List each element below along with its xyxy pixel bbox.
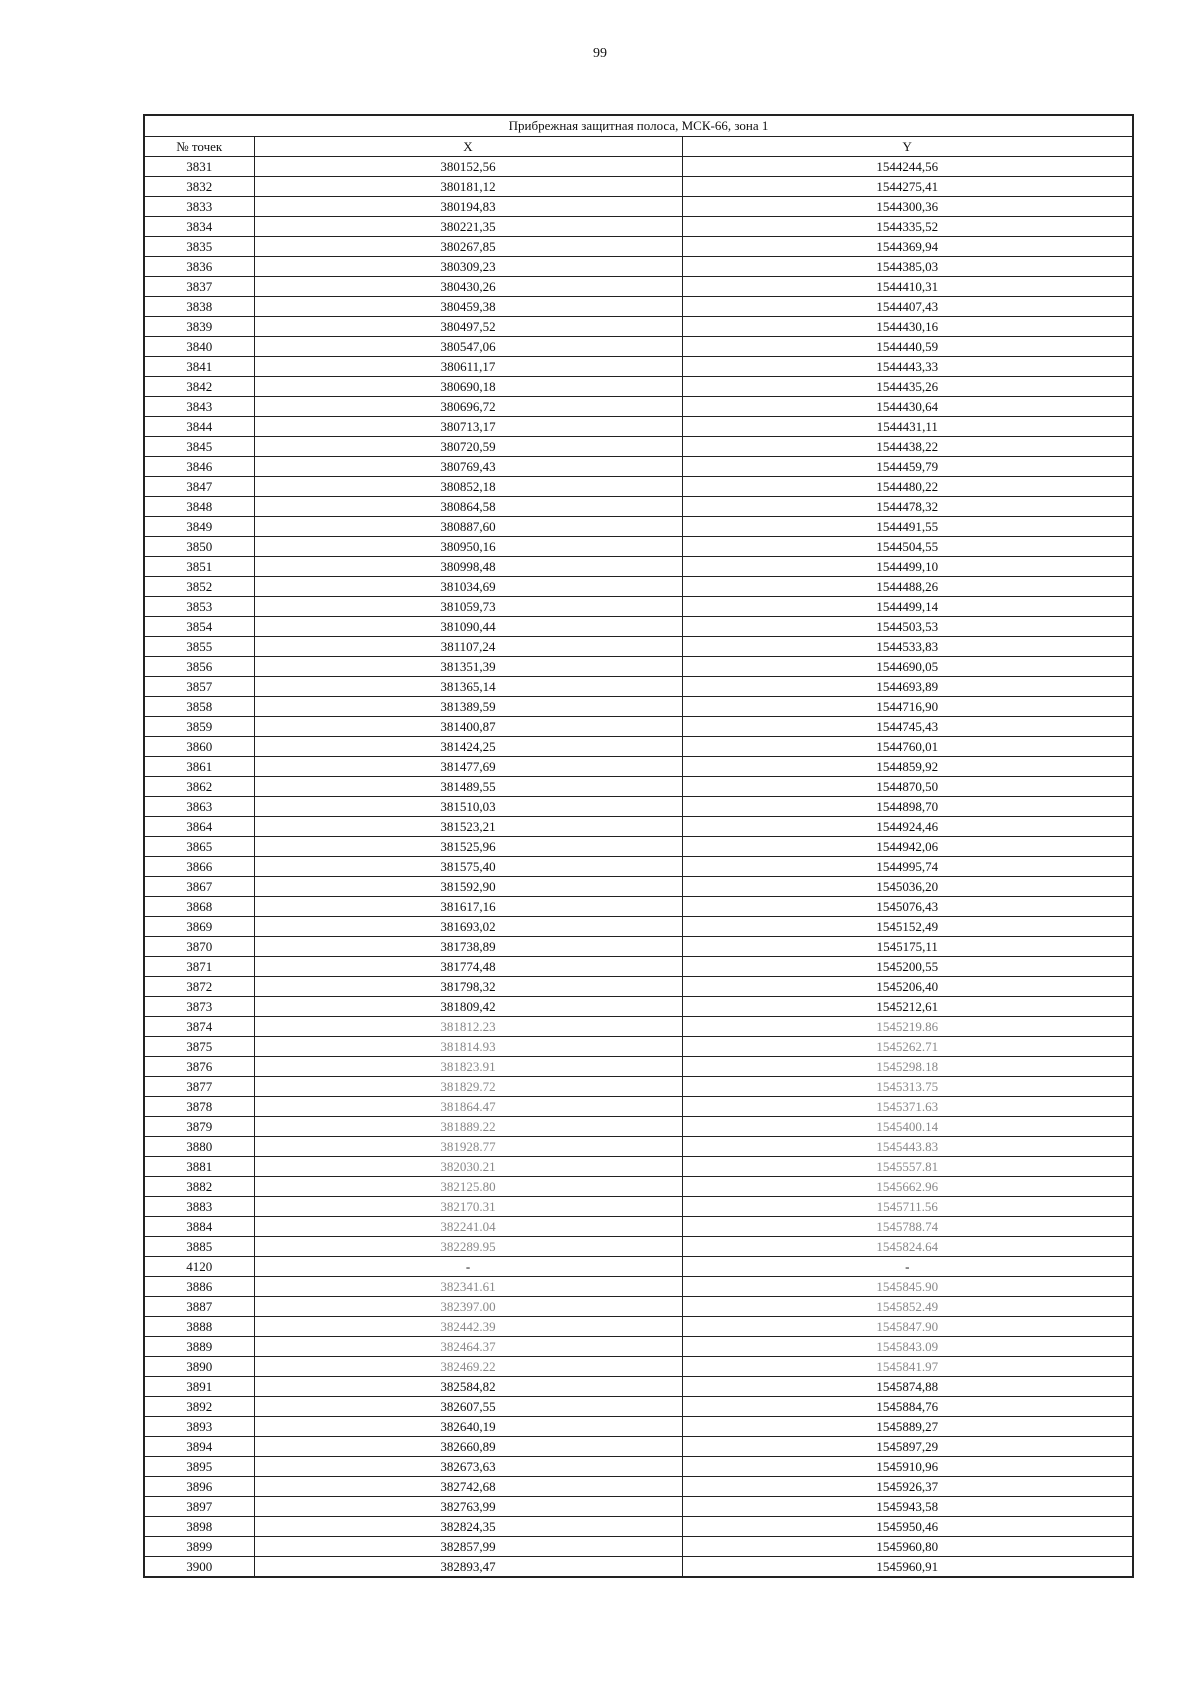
point-number-cell: 3875 <box>144 1037 254 1057</box>
y-coordinate-cell: 1544995,74 <box>682 857 1133 877</box>
point-number-cell: 3836 <box>144 257 254 277</box>
y-coordinate-cell: 1545557.81 <box>682 1157 1133 1177</box>
point-number-cell: 3880 <box>144 1137 254 1157</box>
table-row <box>144 537 1133 557</box>
x-coordinate-cell: 380696,72 <box>254 397 682 417</box>
table-row <box>144 377 1133 397</box>
table-row <box>144 877 1133 897</box>
table-row <box>144 977 1133 997</box>
point-number-cell: 3832 <box>144 177 254 197</box>
table-row <box>144 417 1133 437</box>
y-coordinate-cell: 1544491,55 <box>682 517 1133 537</box>
x-coordinate-cell: 382289.95 <box>254 1237 682 1257</box>
table-row <box>144 597 1133 617</box>
y-coordinate-cell: 1544859,92 <box>682 757 1133 777</box>
point-number-cell: 3847 <box>144 477 254 497</box>
x-coordinate-cell: 380194,83 <box>254 197 682 217</box>
x-coordinate-cell: 381090,44 <box>254 617 682 637</box>
y-coordinate-cell: 1544435,26 <box>682 377 1133 397</box>
table-row <box>144 177 1133 197</box>
x-coordinate-cell: 381864.47 <box>254 1097 682 1117</box>
x-coordinate-cell: 382857,99 <box>254 1537 682 1557</box>
table-row <box>144 1297 1133 1317</box>
x-coordinate-cell: 381477,69 <box>254 757 682 777</box>
table-row <box>144 957 1133 977</box>
x-coordinate-cell: 380769,43 <box>254 457 682 477</box>
table-row <box>144 1217 1133 1237</box>
point-number-cell: 3888 <box>144 1317 254 1337</box>
x-coordinate-cell: 382640,19 <box>254 1417 682 1437</box>
point-number-cell: 3895 <box>144 1457 254 1477</box>
table-row <box>144 1557 1133 1578</box>
table-row <box>144 277 1133 297</box>
table-row <box>144 717 1133 737</box>
point-number-cell: 3889 <box>144 1337 254 1357</box>
x-coordinate-cell: 381523,21 <box>254 817 682 837</box>
y-coordinate-cell: 1545874,88 <box>682 1377 1133 1397</box>
table-row <box>144 437 1133 457</box>
point-number-cell: 3870 <box>144 937 254 957</box>
y-coordinate-cell: 1545852.49 <box>682 1297 1133 1317</box>
x-coordinate-cell: 381489,55 <box>254 777 682 797</box>
x-coordinate-cell: 381365,14 <box>254 677 682 697</box>
x-coordinate-cell: - <box>254 1257 682 1277</box>
point-number-cell: 3843 <box>144 397 254 417</box>
point-number-cell: 3886 <box>144 1277 254 1297</box>
table-row <box>144 237 1133 257</box>
table-row <box>144 1477 1133 1497</box>
header-y: Y <box>682 137 1133 157</box>
x-coordinate-cell: 381809,42 <box>254 997 682 1017</box>
point-number-cell: 3841 <box>144 357 254 377</box>
point-number-cell: 3853 <box>144 597 254 617</box>
x-coordinate-cell: 380309,23 <box>254 257 682 277</box>
x-coordinate-cell: 381738,89 <box>254 937 682 957</box>
point-number-cell: 3835 <box>144 237 254 257</box>
table-row <box>144 577 1133 597</box>
y-coordinate-cell: 1545313.75 <box>682 1077 1133 1097</box>
x-coordinate-cell: 380713,17 <box>254 417 682 437</box>
point-number-cell: 3844 <box>144 417 254 437</box>
y-coordinate-cell: 1545926,37 <box>682 1477 1133 1497</box>
table-row <box>144 677 1133 697</box>
y-coordinate-cell: 1544275,41 <box>682 177 1133 197</box>
point-number-cell: 3837 <box>144 277 254 297</box>
x-coordinate-cell: 382170.31 <box>254 1197 682 1217</box>
table-row <box>144 937 1133 957</box>
table-row <box>144 1177 1133 1197</box>
x-coordinate-cell: 380950,16 <box>254 537 682 557</box>
table-row <box>144 697 1133 717</box>
y-coordinate-cell: 1545897,29 <box>682 1437 1133 1457</box>
point-number-cell: 3872 <box>144 977 254 997</box>
table-row <box>144 1317 1133 1337</box>
point-number-cell: 3839 <box>144 317 254 337</box>
point-number-cell: 3831 <box>144 157 254 177</box>
table-row <box>144 1057 1133 1077</box>
y-coordinate-cell: 1545910,96 <box>682 1457 1133 1477</box>
x-coordinate-cell: 381617,16 <box>254 897 682 917</box>
x-coordinate-cell: 381575,40 <box>254 857 682 877</box>
table-row <box>144 317 1133 337</box>
table-row <box>144 857 1133 877</box>
y-coordinate-cell: 1545400.14 <box>682 1117 1133 1137</box>
y-coordinate-cell: 1545662.96 <box>682 1177 1133 1197</box>
point-number-cell: 4120 <box>144 1257 254 1277</box>
x-coordinate-cell: 382673,63 <box>254 1457 682 1477</box>
point-number-cell: 3884 <box>144 1217 254 1237</box>
table-row <box>144 817 1133 837</box>
point-number-cell: 3838 <box>144 297 254 317</box>
table-row <box>144 1377 1133 1397</box>
y-coordinate-cell: 1545219.86 <box>682 1017 1133 1037</box>
point-number-cell: 3854 <box>144 617 254 637</box>
y-coordinate-cell: 1545943,58 <box>682 1497 1133 1517</box>
point-number-cell: 3834 <box>144 217 254 237</box>
point-number-cell: 3859 <box>144 717 254 737</box>
y-coordinate-cell: 1545884,76 <box>682 1397 1133 1417</box>
x-coordinate-cell: 381510,03 <box>254 797 682 817</box>
table-row <box>144 997 1133 1017</box>
x-coordinate-cell: 380221,35 <box>254 217 682 237</box>
table-row <box>144 1257 1133 1277</box>
y-coordinate-cell: 1544533,83 <box>682 637 1133 657</box>
table-body <box>144 157 1133 1578</box>
table-row <box>144 1357 1133 1377</box>
table-row <box>144 1097 1133 1117</box>
x-coordinate-cell: 381693,02 <box>254 917 682 937</box>
x-coordinate-cell: 381107,24 <box>254 637 682 657</box>
y-coordinate-cell: 1544480,22 <box>682 477 1133 497</box>
point-number-cell: 3848 <box>144 497 254 517</box>
table-row <box>144 1117 1133 1137</box>
point-number-cell: 3891 <box>144 1377 254 1397</box>
y-coordinate-cell: 1545788.74 <box>682 1217 1133 1237</box>
table-row <box>144 1437 1133 1457</box>
table-row <box>144 1017 1133 1037</box>
x-coordinate-cell: 382660,89 <box>254 1437 682 1457</box>
table-row <box>144 1157 1133 1177</box>
y-coordinate-cell: 1544499,10 <box>682 557 1133 577</box>
table-row <box>144 777 1133 797</box>
point-number-cell: 3862 <box>144 777 254 797</box>
y-coordinate-cell: 1544410,31 <box>682 277 1133 297</box>
x-coordinate-cell: 382464.37 <box>254 1337 682 1357</box>
point-number-cell: 3887 <box>144 1297 254 1317</box>
x-coordinate-cell: 382442.39 <box>254 1317 682 1337</box>
point-number-cell: 3858 <box>144 697 254 717</box>
point-number-cell: 3896 <box>144 1477 254 1497</box>
point-number-cell: 3869 <box>144 917 254 937</box>
x-coordinate-cell: 380497,52 <box>254 317 682 337</box>
point-number-cell: 3900 <box>144 1557 254 1578</box>
point-number-cell: 3861 <box>144 757 254 777</box>
table-row <box>144 357 1133 377</box>
table-row <box>144 157 1133 177</box>
x-coordinate-cell: 382397.00 <box>254 1297 682 1317</box>
point-number-cell: 3897 <box>144 1497 254 1517</box>
x-coordinate-cell: 381400,87 <box>254 717 682 737</box>
point-number-cell: 3873 <box>144 997 254 1017</box>
y-coordinate-cell: 1544244,56 <box>682 157 1133 177</box>
y-coordinate-cell: 1545076,43 <box>682 897 1133 917</box>
point-number-cell: 3881 <box>144 1157 254 1177</box>
x-coordinate-cell: 381034,69 <box>254 577 682 597</box>
x-coordinate-cell: 381812.23 <box>254 1017 682 1037</box>
table-row <box>144 1197 1133 1217</box>
point-number-cell: 3893 <box>144 1417 254 1437</box>
y-coordinate-cell: 1544504,55 <box>682 537 1133 557</box>
x-coordinate-cell: 381798,32 <box>254 977 682 997</box>
y-coordinate-cell: 1544335,52 <box>682 217 1133 237</box>
y-coordinate-cell: 1544898,70 <box>682 797 1133 817</box>
table-row <box>144 477 1133 497</box>
y-coordinate-cell: 1545960,91 <box>682 1557 1133 1578</box>
table-row <box>144 657 1133 677</box>
table-row <box>144 797 1133 817</box>
y-coordinate-cell: 1545711.56 <box>682 1197 1133 1217</box>
y-coordinate-cell: 1544499,14 <box>682 597 1133 617</box>
header-x: X <box>254 137 682 157</box>
y-coordinate-cell: 1545152,49 <box>682 917 1133 937</box>
table-row <box>144 1137 1133 1157</box>
y-coordinate-cell: 1545960,80 <box>682 1537 1133 1557</box>
x-coordinate-cell: 382607,55 <box>254 1397 682 1417</box>
point-number-cell: 3856 <box>144 657 254 677</box>
y-coordinate-cell: 1544760,01 <box>682 737 1133 757</box>
point-number-cell: 3867 <box>144 877 254 897</box>
table-row <box>144 837 1133 857</box>
point-number-cell: 3864 <box>144 817 254 837</box>
table-row <box>144 617 1133 637</box>
table-title: Прибрежная защитная полоса, МСК-66, зона 1 <box>144 115 1133 137</box>
table-row <box>144 637 1133 657</box>
x-coordinate-cell: 380720,59 <box>254 437 682 457</box>
y-coordinate-cell: 1544443,33 <box>682 357 1133 377</box>
y-coordinate-cell: 1544438,22 <box>682 437 1133 457</box>
table-header-row <box>144 137 1133 157</box>
y-coordinate-cell: 1544440,59 <box>682 337 1133 357</box>
point-number-cell: 3849 <box>144 517 254 537</box>
table-row <box>144 1337 1133 1357</box>
point-number-cell: 3871 <box>144 957 254 977</box>
point-number-cell: 3855 <box>144 637 254 657</box>
point-number-cell: 3882 <box>144 1177 254 1197</box>
table-row <box>144 457 1133 477</box>
x-coordinate-cell: 381389,59 <box>254 697 682 717</box>
header-point-number: № точек <box>144 137 254 157</box>
point-number-cell: 3894 <box>144 1437 254 1457</box>
table-row <box>144 897 1133 917</box>
table-row <box>144 1397 1133 1417</box>
x-coordinate-cell: 380864,58 <box>254 497 682 517</box>
x-coordinate-cell: 380267,85 <box>254 237 682 257</box>
point-number-cell: 3885 <box>144 1237 254 1257</box>
x-coordinate-cell: 382341.61 <box>254 1277 682 1297</box>
coordinates-table <box>143 114 1134 1578</box>
y-coordinate-cell: 1544385,03 <box>682 257 1133 277</box>
table-row <box>144 1037 1133 1057</box>
table-row <box>144 1537 1133 1557</box>
x-coordinate-cell: 381059,73 <box>254 597 682 617</box>
y-coordinate-cell: 1545889,27 <box>682 1417 1133 1437</box>
y-coordinate-cell: 1544430,64 <box>682 397 1133 417</box>
x-coordinate-cell: 382241.04 <box>254 1217 682 1237</box>
y-coordinate-cell: 1545206,40 <box>682 977 1133 997</box>
y-coordinate-cell: 1545950,46 <box>682 1517 1133 1537</box>
point-number-cell: 3877 <box>144 1077 254 1097</box>
y-coordinate-cell: 1545175,11 <box>682 937 1133 957</box>
x-coordinate-cell: 381351,39 <box>254 657 682 677</box>
page-number: 99 <box>593 46 607 61</box>
y-coordinate-cell: 1545841.97 <box>682 1357 1133 1377</box>
table-row <box>144 917 1133 937</box>
x-coordinate-cell: 382763,99 <box>254 1497 682 1517</box>
point-number-cell: 3840 <box>144 337 254 357</box>
y-coordinate-cell: 1544430,16 <box>682 317 1133 337</box>
table-row <box>144 1077 1133 1097</box>
point-number-cell: 3890 <box>144 1357 254 1377</box>
point-number-cell: 3846 <box>144 457 254 477</box>
table-row <box>144 557 1133 577</box>
table-row <box>144 217 1133 237</box>
x-coordinate-cell: 381814.93 <box>254 1037 682 1057</box>
table-row <box>144 1417 1133 1437</box>
y-coordinate-cell: 1544693,89 <box>682 677 1133 697</box>
point-number-cell: 3865 <box>144 837 254 857</box>
x-coordinate-cell: 381774,48 <box>254 957 682 977</box>
x-coordinate-cell: 381823.91 <box>254 1057 682 1077</box>
x-coordinate-cell: 381928.77 <box>254 1137 682 1157</box>
x-coordinate-cell: 380181,12 <box>254 177 682 197</box>
y-coordinate-cell: 1544300,36 <box>682 197 1133 217</box>
y-coordinate-cell: 1545443.83 <box>682 1137 1133 1157</box>
point-number-cell: 3860 <box>144 737 254 757</box>
x-coordinate-cell: 381592,90 <box>254 877 682 897</box>
y-coordinate-cell: 1544459,79 <box>682 457 1133 477</box>
x-coordinate-cell: 380852,18 <box>254 477 682 497</box>
point-number-cell: 3851 <box>144 557 254 577</box>
x-coordinate-cell: 380459,38 <box>254 297 682 317</box>
x-coordinate-cell: 381889.22 <box>254 1117 682 1137</box>
point-number-cell: 3879 <box>144 1117 254 1137</box>
x-coordinate-cell: 380430,26 <box>254 277 682 297</box>
y-coordinate-cell: 1544369,94 <box>682 237 1133 257</box>
point-number-cell: 3850 <box>144 537 254 557</box>
x-coordinate-cell: 380547,06 <box>254 337 682 357</box>
y-coordinate-cell: 1544870,50 <box>682 777 1133 797</box>
y-coordinate-cell: - <box>682 1257 1133 1277</box>
table-row <box>144 497 1133 517</box>
table-row <box>144 257 1133 277</box>
x-coordinate-cell: 382893,47 <box>254 1557 682 1578</box>
point-number-cell: 3863 <box>144 797 254 817</box>
x-coordinate-cell: 380690,18 <box>254 377 682 397</box>
table-row <box>144 337 1133 357</box>
point-number-cell: 3866 <box>144 857 254 877</box>
x-coordinate-cell: 382824,35 <box>254 1517 682 1537</box>
point-number-cell: 3876 <box>144 1057 254 1077</box>
y-coordinate-cell: 1544503,53 <box>682 617 1133 637</box>
point-number-cell: 3899 <box>144 1537 254 1557</box>
y-coordinate-cell: 1544924,46 <box>682 817 1133 837</box>
x-coordinate-cell: 381525,96 <box>254 837 682 857</box>
y-coordinate-cell: 1545262.71 <box>682 1037 1133 1057</box>
point-number-cell: 3874 <box>144 1017 254 1037</box>
x-coordinate-cell: 381829.72 <box>254 1077 682 1097</box>
table-row <box>144 517 1133 537</box>
point-number-cell: 3878 <box>144 1097 254 1117</box>
y-coordinate-cell: 1545212,61 <box>682 997 1133 1017</box>
x-coordinate-cell: 380152,56 <box>254 157 682 177</box>
point-number-cell: 3892 <box>144 1397 254 1417</box>
table-row <box>144 397 1133 417</box>
y-coordinate-cell: 1544407,43 <box>682 297 1133 317</box>
x-coordinate-cell: 382469.22 <box>254 1357 682 1377</box>
point-number-cell: 3883 <box>144 1197 254 1217</box>
table-row <box>144 1517 1133 1537</box>
x-coordinate-cell: 382030.21 <box>254 1157 682 1177</box>
y-coordinate-cell: 1545824.64 <box>682 1237 1133 1257</box>
y-coordinate-cell: 1545845.90 <box>682 1277 1133 1297</box>
y-coordinate-cell: 1545847.90 <box>682 1317 1133 1337</box>
y-coordinate-cell: 1545371.63 <box>682 1097 1133 1117</box>
point-number-cell: 3868 <box>144 897 254 917</box>
y-coordinate-cell: 1545200,55 <box>682 957 1133 977</box>
table-row <box>144 1497 1133 1517</box>
table-row <box>144 1237 1133 1257</box>
y-coordinate-cell: 1545298.18 <box>682 1057 1133 1077</box>
y-coordinate-cell: 1544431,11 <box>682 417 1133 437</box>
point-number-cell: 3845 <box>144 437 254 457</box>
y-coordinate-cell: 1544942,06 <box>682 837 1133 857</box>
point-number-cell: 3842 <box>144 377 254 397</box>
y-coordinate-cell: 1544716,90 <box>682 697 1133 717</box>
point-number-cell: 3833 <box>144 197 254 217</box>
table-row <box>144 197 1133 217</box>
x-coordinate-cell: 380611,17 <box>254 357 682 377</box>
x-coordinate-cell: 380998,48 <box>254 557 682 577</box>
y-coordinate-cell: 1544690,05 <box>682 657 1133 677</box>
x-coordinate-cell: 380887,60 <box>254 517 682 537</box>
table-row <box>144 297 1133 317</box>
point-number-cell: 3852 <box>144 577 254 597</box>
table-row <box>144 757 1133 777</box>
x-coordinate-cell: 381424,25 <box>254 737 682 757</box>
y-coordinate-cell: 1544488,26 <box>682 577 1133 597</box>
y-coordinate-cell: 1545843.09 <box>682 1337 1133 1357</box>
x-coordinate-cell: 382584,82 <box>254 1377 682 1397</box>
y-coordinate-cell: 1544745,43 <box>682 717 1133 737</box>
table-row <box>144 1457 1133 1477</box>
x-coordinate-cell: 382742,68 <box>254 1477 682 1497</box>
point-number-cell: 3898 <box>144 1517 254 1537</box>
table-row <box>144 737 1133 757</box>
x-coordinate-cell: 382125.80 <box>254 1177 682 1197</box>
table-row <box>144 1277 1133 1297</box>
y-coordinate-cell: 1544478,32 <box>682 497 1133 517</box>
y-coordinate-cell: 1545036,20 <box>682 877 1133 897</box>
point-number-cell: 3857 <box>144 677 254 697</box>
table-title-row <box>144 115 1133 137</box>
